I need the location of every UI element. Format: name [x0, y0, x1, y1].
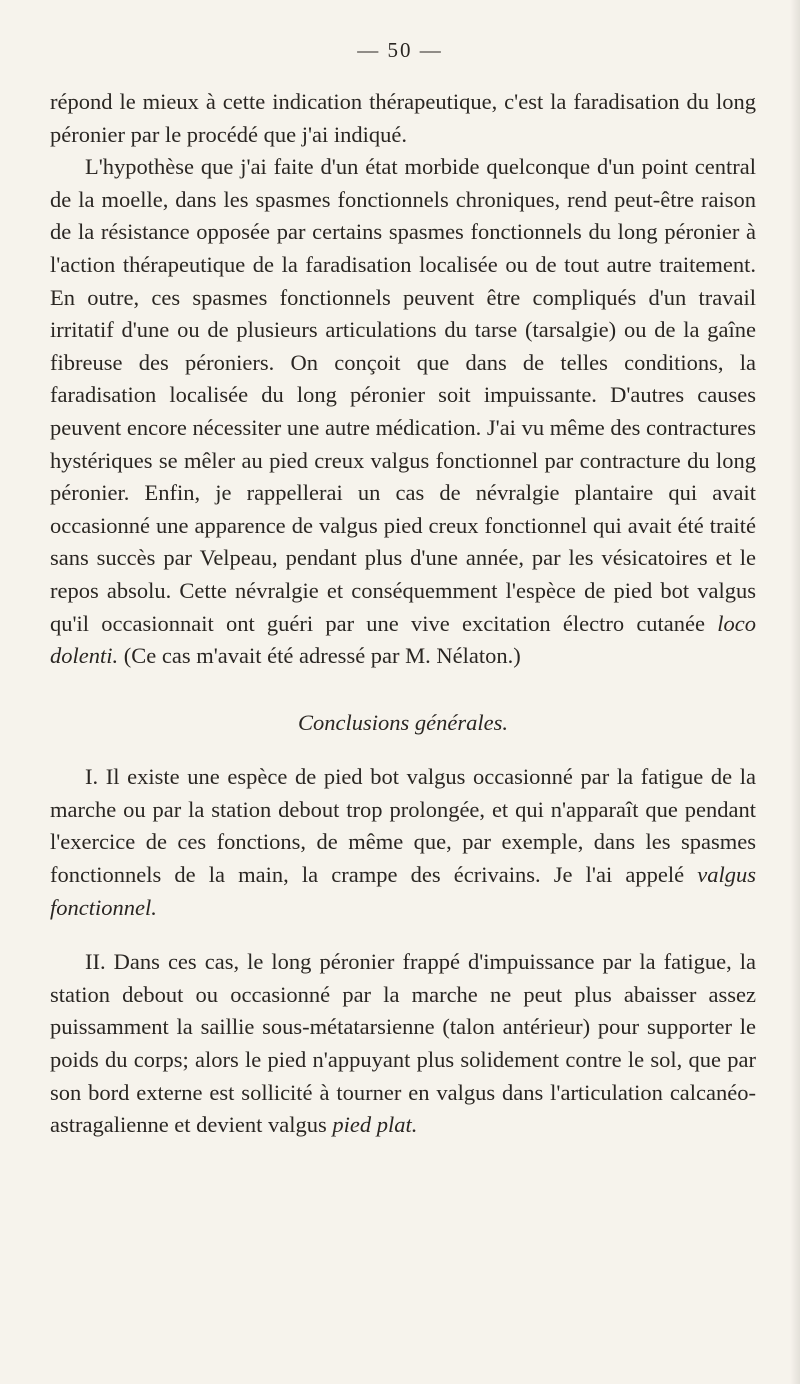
page-body	[50, 86, 756, 1164]
conclusion-1-text: I. Il existe une espèce de pied bot valgus occasionné par la fatigue de la marche ou par la station debout trop prolongée, et qui n'apparaît que pendant l'exercice de ces fonctions, de même que, par exemple, dans les spasmes fonctionnels de la main, la crampe des écrivains. Je l'ai appelé	[50, 764, 756, 888]
page-number: — 50 —	[357, 38, 443, 62]
conclusion-2	[50, 946, 756, 1142]
paragraph-hypothesis-end: (Ce cas m'avait été adressé par M. Nélaton.)	[123, 643, 521, 669]
page-edge-shadow	[790, 0, 800, 1384]
conclusion-1	[50, 761, 756, 924]
paragraph-hypothesis	[50, 151, 756, 673]
italic-valgus-fonctionnel: valgus fonctionnel.	[50, 862, 756, 920]
section-heading: Conclusions générales.	[298, 709, 508, 735]
paragraph-hypothesis-text: L'hypothèse que j'ai faite d'un état morbide quelconque d'un point central de la moelle, dans les spasmes fonctionnels chroniques, rend peut-être raison de la résistance opposée par certains spasmes fonctionnels du long péronier à l'action thérapeutique de la faradisation localisée ou de tout autre traitement. En outre, ces spasmes fonctionnels peuvent être compliqués d'un travail irritatif d'une ou de plusieurs articulations du tarse (tarsalgie) ou de la gaîne fibreuse des péroniers. On conçoit que dans de telles conditions, la faradisation localisée du long péronier soit impuissante. D'autres causes peuvent encore nécessiter une autre médication. J'ai vu même des contractures hystériques se mêler au pied creux valgus fonctionnel par contracture du long péronier. Enfin, je rappellerai un cas de névralgie plantaire qui avait occasionné une apparence de valgus pied creux fonctionnel qui avait été traité sans succès par Velpeau, pendant plus d'une année, par les vésicatoires et le repos absolu. Cette névralgie et conséquemment l'espèce de pied bot valgus qu'il occasionnait ont guéri par une vive excitation électro cutanée	[50, 154, 756, 636]
conclusion-2-text: II. Dans ces cas, le long péronier frappé d'impuissance par la fatigue, la station debout ou occasionné par la marche ne peut plus abaisser assez puissamment la saillie sous-métatarsienne (talon antérieur) pour supporter le poids du corps; alors le pied n'appuyant plus solidement contre le sol, que par son bord externe est sollicité à tourner en valgus dans l'articulation calcanéo-astragalienne et devient valgus	[50, 949, 756, 1138]
italic-pied-plat: pied plat.	[332, 1112, 418, 1138]
italic-loco-dolenti: loco dolenti.	[50, 610, 756, 669]
paragraph-continuation: répond le mieux à cette indication thérapeutique, c'est la faradisation du long péronier par le procédé que j'ai indiqué.	[50, 89, 756, 147]
